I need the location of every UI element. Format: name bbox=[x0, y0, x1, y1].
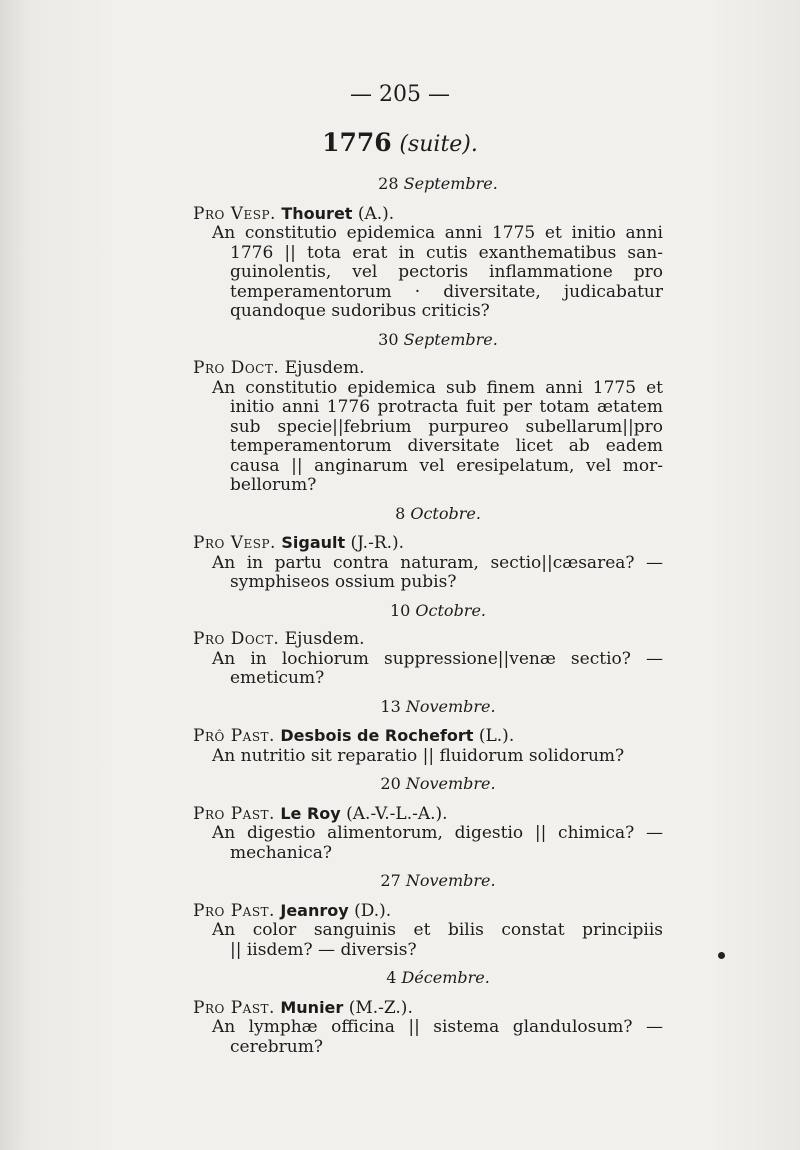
entry-date bbox=[193, 968, 663, 988]
entry-date bbox=[193, 174, 663, 194]
question-line: quandoque sudoribus criticis? bbox=[230, 301, 490, 321]
date-day: 27 bbox=[380, 871, 401, 890]
entry-heading bbox=[193, 804, 663, 825]
entry-date bbox=[193, 697, 663, 717]
entry-role: Pro Past. bbox=[193, 997, 275, 1018]
question-line: An constitutio epidemica sub finem anni 1775 et bbox=[212, 377, 663, 398]
question-line: An lymphæ officina || sistema glandulosum? — bbox=[212, 1017, 663, 1037]
thesis-question bbox=[212, 824, 663, 863]
date-day: 8 bbox=[395, 503, 406, 523]
date-month: Septembre. bbox=[403, 174, 498, 193]
entry-heading bbox=[193, 998, 663, 1019]
date-day: 30 bbox=[378, 329, 399, 349]
entry-heading bbox=[193, 726, 663, 747]
thesis-question bbox=[212, 379, 663, 496]
question-line: causa || anginarum vel eresipelatum, vel mor- bbox=[230, 455, 663, 476]
entry-role: Pro Doct. bbox=[193, 358, 280, 378]
date-month: Octobre. bbox=[415, 600, 487, 620]
question-line: || iisdem? — diversis? bbox=[230, 939, 417, 960]
title-year: 1776 bbox=[322, 128, 392, 157]
thesis-entry bbox=[193, 871, 663, 960]
date-day: 4 bbox=[386, 968, 397, 987]
candidate-name: Desbois de Rochefort bbox=[280, 726, 474, 745]
entry-heading bbox=[193, 204, 663, 225]
question-line: temperamentorum · diversitate, judicabatur bbox=[230, 281, 663, 302]
thesis-question bbox=[212, 747, 663, 767]
entry-heading bbox=[193, 901, 663, 922]
candidate-name: Thouret bbox=[281, 203, 353, 223]
candidate-name: Jeanroy bbox=[280, 900, 349, 920]
candidate-initials: Ejusdem. bbox=[284, 358, 365, 378]
question-line: cerebrum? bbox=[230, 1036, 323, 1057]
date-day: 10 bbox=[389, 600, 411, 620]
candidate-name: Le Roy bbox=[280, 803, 341, 823]
entry-date bbox=[193, 871, 663, 891]
question-line: mechanica? bbox=[230, 842, 332, 863]
date-month: Novembre. bbox=[405, 774, 496, 793]
thesis-entry bbox=[193, 601, 663, 689]
entry-role: Pro Past. bbox=[193, 803, 275, 824]
date-month: Octobre. bbox=[410, 503, 481, 523]
thesis-entry bbox=[193, 330, 663, 496]
date-day: 20 bbox=[380, 774, 401, 793]
date-month: Novembre. bbox=[405, 871, 496, 890]
thesis-entry bbox=[193, 504, 663, 593]
question-line: guinolentis, vel pectoris inflammatione pro bbox=[230, 262, 663, 282]
question-line: bellorum? bbox=[230, 475, 317, 495]
question-line: An color sanguinis et bilis constat principiis bbox=[212, 920, 663, 940]
thesis-question bbox=[212, 1018, 663, 1057]
candidate-name: Sigault bbox=[281, 533, 346, 552]
thesis-entry bbox=[193, 697, 663, 767]
entry-role: Pro Past. bbox=[193, 900, 275, 921]
candidate-initials: (D.). bbox=[354, 900, 392, 921]
thesis-question bbox=[212, 921, 663, 960]
question-line: symphiseos ossium pubis? bbox=[230, 572, 457, 592]
entry-date bbox=[193, 330, 663, 350]
question-line: An digestio alimentorum, digestio || chimica? — bbox=[212, 823, 663, 843]
entry-heading bbox=[193, 630, 663, 650]
entry-role: Pro Vesp. bbox=[193, 203, 276, 224]
date-month: Septembre. bbox=[403, 329, 498, 349]
candidate-initials: (A.). bbox=[357, 203, 395, 224]
thesis-entry bbox=[193, 174, 663, 322]
question-line: temperamentorum diversitate licet ab eadem bbox=[230, 436, 663, 456]
page-number: — 205 — bbox=[350, 82, 450, 107]
question-line: sub specie||febrium purpureo subellarum||pro bbox=[230, 416, 663, 437]
question-line: An in partu contra naturam, sectio||cæsarea? — bbox=[212, 552, 663, 573]
entry-role: Pro Doct. bbox=[193, 629, 280, 649]
candidate-initials: Ejusdem. bbox=[284, 629, 365, 649]
question-line: An constitutio epidemica anni 1775 et initio anni bbox=[212, 223, 663, 243]
candidate-initials: (M.-Z.). bbox=[348, 997, 413, 1018]
date-day: 13 bbox=[380, 696, 401, 716]
question-line: An nutritio sit reparatio || fluidorum solidorum? bbox=[212, 745, 625, 766]
question-line: initio anni 1776 protracta fuit per totam ætatem bbox=[230, 397, 663, 417]
thesis-question bbox=[212, 554, 663, 593]
question-line: emeticum? bbox=[230, 668, 325, 688]
entry-role: Prô Past. bbox=[193, 726, 275, 746]
candidate-initials: (L.). bbox=[478, 726, 515, 746]
candidate-initials: (A.-V.-L.-A.). bbox=[346, 803, 448, 824]
title-suite: (suite). bbox=[399, 132, 478, 157]
candidate-initials: (J.-R.). bbox=[350, 533, 405, 553]
question-line: 1776 || tota erat in cutis exanthematibus san- bbox=[230, 242, 663, 263]
entry-date bbox=[193, 601, 663, 621]
thesis-entry bbox=[193, 968, 663, 1057]
thesis-question bbox=[212, 224, 663, 322]
section-title bbox=[0, 128, 800, 157]
date-day: 28 bbox=[378, 174, 399, 193]
thesis-entry bbox=[193, 774, 663, 863]
candidate-name: Munier bbox=[280, 997, 344, 1017]
thesis-list bbox=[193, 166, 663, 1057]
date-month: Décembre. bbox=[401, 968, 490, 987]
date-month: Novembre. bbox=[405, 696, 496, 716]
entry-heading bbox=[193, 359, 663, 379]
entry-heading bbox=[193, 533, 663, 554]
entry-date bbox=[193, 504, 663, 524]
ink-spot bbox=[718, 952, 725, 959]
entry-role: Pro Vesp. bbox=[193, 533, 276, 553]
entry-date bbox=[193, 774, 663, 794]
thesis-question bbox=[212, 650, 663, 689]
question-line: An in lochiorum suppressione||venæ sectio? — bbox=[212, 648, 663, 669]
